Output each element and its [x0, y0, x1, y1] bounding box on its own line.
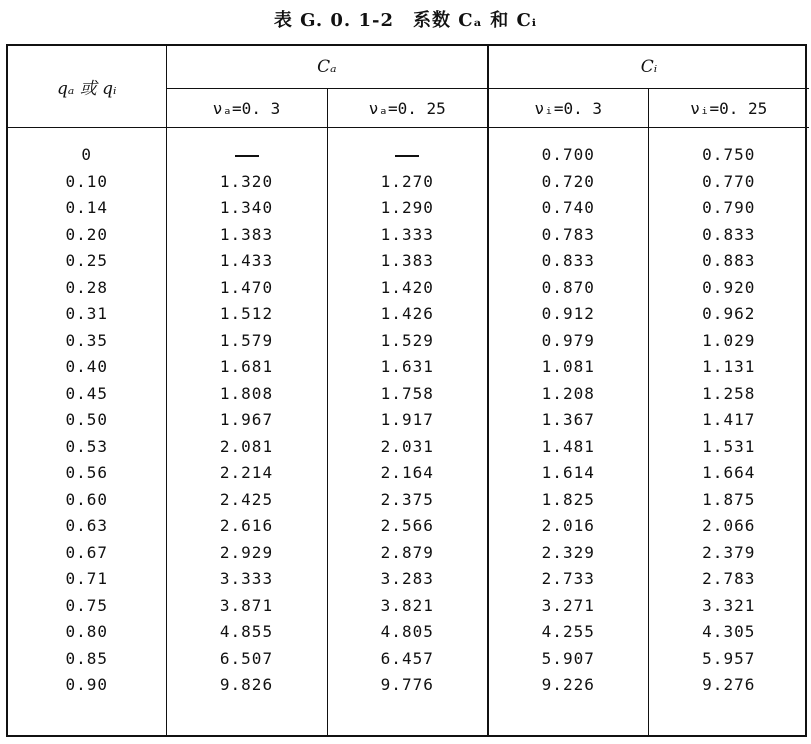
cell-ca-va-0-3: 3.871 — [166, 593, 327, 620]
cell-ca-va-0-25: 1.270 — [327, 169, 488, 196]
cell-ci-vi-0-25: 2.783 — [648, 566, 809, 593]
cell-ci-vi-0-25: 0.750 — [648, 142, 809, 169]
param-header-va-0-3: νₐ=0. 3 — [166, 89, 327, 128]
cell-ci-vi-0-25: 5.957 — [648, 646, 809, 673]
cell-ca-va-0-3: 2.425 — [166, 487, 327, 514]
cell-ci-vi-0-3: 1.081 — [488, 354, 648, 381]
cell-ci-vi-0-25: 1.029 — [648, 328, 809, 355]
cell-ci-vi-0-3: 1.614 — [488, 460, 648, 487]
cell-ci-vi-0-25: 0.833 — [648, 222, 809, 249]
cell-ca-va-0-3: 2.616 — [166, 513, 327, 540]
cell-q-value: 0.75 — [65, 595, 109, 615]
group-header-ci: Cᵢ — [488, 46, 809, 89]
cell-ci-vi-0-3: 2.733 — [488, 566, 648, 593]
cell-ca-va-0-3: 4.855 — [166, 619, 327, 646]
cell-ca-va-0-25: 1.917 — [327, 407, 488, 434]
cell-ci-vi-0-3: 0.979 — [488, 328, 648, 355]
cell-ca-va-0-25 — [327, 142, 488, 169]
cell-ci-vi-0-3: 2.329 — [488, 540, 648, 567]
cell-ci-vi-0-25: 0.790 — [648, 195, 809, 222]
param-header-vi-0-25: νᵢ=0. 25 — [648, 89, 809, 128]
cell-ca-va-0-25: 1.290 — [327, 195, 488, 222]
cell-ca-va-0-25: 1.333 — [327, 222, 488, 249]
cell-q-value: 0.25 — [65, 251, 109, 270]
table-row — [8, 142, 809, 169]
table-row — [8, 593, 809, 620]
table-title: 表 G. 0. 1-2 系数 Cₐ 和 Cᵢ — [273, 10, 538, 31]
cell-ci-vi-0-25: 0.962 — [648, 301, 809, 328]
table-row — [8, 566, 809, 593]
cell-q-value: 0.35 — [65, 330, 109, 350]
cell-ci-vi-0-3: 0.720 — [488, 169, 648, 196]
table-row — [8, 328, 809, 355]
cell-ci-vi-0-25: 1.531 — [648, 434, 809, 461]
cell-q-value: 0.85 — [65, 648, 109, 668]
cell-ca-va-0-3: 1.433 — [166, 248, 327, 275]
header-row-groups — [8, 46, 809, 89]
cell-ca-va-0-25: 1.758 — [327, 381, 488, 408]
cell-ci-vi-0-25: 1.664 — [648, 460, 809, 487]
cell-ca-va-0-3: 1.512 — [166, 301, 327, 328]
cell-q-value: 0.63 — [65, 516, 109, 535]
cell-ci-vi-0-3: 2.016 — [488, 513, 648, 540]
cell-ca-va-0-25: 2.375 — [327, 487, 488, 514]
table-row — [8, 434, 809, 461]
cell-ca-va-0-25: 2.566 — [327, 513, 488, 540]
table-row — [8, 248, 809, 275]
cell-ci-vi-0-3: 9.226 — [488, 672, 648, 699]
cell-q-value: 0.60 — [65, 489, 109, 509]
cell-ca-va-0-25: 1.631 — [327, 354, 488, 381]
cell-ci-vi-0-25: 3.321 — [648, 593, 809, 620]
table-row — [8, 672, 809, 699]
cell-ca-va-0-3: 3.333 — [166, 566, 327, 593]
cell-ca-va-0-3: 1.340 — [166, 195, 327, 222]
cell-ca-va-0-25: 2.164 — [327, 460, 488, 487]
cell-ci-vi-0-3: 1.367 — [488, 407, 648, 434]
cell-ci-vi-0-25: 1.417 — [648, 407, 809, 434]
cell-ci-vi-0-25: 4.305 — [648, 619, 809, 646]
cell-ca-va-0-3: 1.808 — [166, 381, 327, 408]
param-header-va-0-25: νₐ=0. 25 — [327, 89, 488, 128]
table-row — [8, 460, 809, 487]
cell-ci-vi-0-25: 9.276 — [648, 672, 809, 699]
cell-ci-vi-0-25: 1.875 — [648, 487, 809, 514]
cell-q-value: 0.56 — [65, 463, 109, 482]
no-value-dash — [235, 155, 259, 157]
cell-ca-va-0-25: 1.420 — [327, 275, 488, 302]
cell-ca-va-0-3: 1.383 — [166, 222, 327, 249]
cell-ci-vi-0-3: 5.907 — [488, 646, 648, 673]
cell-ca-va-0-3 — [166, 142, 327, 169]
cell-ci-vi-0-25: 0.883 — [648, 248, 809, 275]
spacer-row — [8, 128, 809, 143]
cell-ca-va-0-25: 1.529 — [327, 328, 488, 355]
cell-q-value: 0.71 — [65, 569, 109, 588]
cell-q-value: 0.10 — [65, 171, 109, 191]
cell-ci-vi-0-3: 0.783 — [488, 222, 648, 249]
cell-ca-va-0-3: 1.320 — [166, 169, 327, 196]
cell-ca-va-0-25: 4.805 — [327, 619, 488, 646]
cell-ci-vi-0-25: 2.379 — [648, 540, 809, 567]
cell-ci-vi-0-3: 0.740 — [488, 195, 648, 222]
cell-ci-vi-0-3: 0.912 — [488, 301, 648, 328]
cell-ci-vi-0-3: 0.700 — [488, 142, 648, 169]
table-row — [8, 487, 809, 514]
cell-ca-va-0-25: 1.426 — [327, 301, 488, 328]
table-row — [8, 646, 809, 673]
table-row — [8, 407, 809, 434]
cell-ca-va-0-3: 1.579 — [166, 328, 327, 355]
cell-q-value: 0.28 — [65, 277, 109, 297]
group-header-ca: Cₐ — [166, 46, 488, 89]
table-body — [8, 128, 809, 736]
cell-ci-vi-0-25: 0.920 — [648, 275, 809, 302]
cell-ci-vi-0-25: 2.066 — [648, 513, 809, 540]
table-row — [8, 540, 809, 567]
cell-ca-va-0-25: 1.383 — [327, 248, 488, 275]
cell-q-value: 0.67 — [65, 542, 109, 562]
cell-q-value: 0.20 — [65, 224, 109, 244]
cell-q-value: 0.40 — [65, 357, 109, 376]
cell-ci-vi-0-3: 0.870 — [488, 275, 648, 302]
cell-ca-va-0-25: 6.457 — [327, 646, 488, 673]
cell-ca-va-0-3: 9.826 — [166, 672, 327, 699]
table-row — [8, 222, 809, 249]
cell-ci-vi-0-25: 1.131 — [648, 354, 809, 381]
cell-ci-vi-0-25: 0.770 — [648, 169, 809, 196]
cell-ca-va-0-3: 2.081 — [166, 434, 327, 461]
cell-q-value: 0.50 — [65, 410, 109, 429]
cell-ca-va-0-25: 2.879 — [327, 540, 488, 567]
cell-q-value: 0.53 — [65, 436, 109, 456]
table-row — [8, 354, 809, 381]
table-row — [8, 275, 809, 302]
cell-ci-vi-0-25: 1.258 — [648, 381, 809, 408]
cell-ci-vi-0-3: 4.255 — [488, 619, 648, 646]
cell-ca-va-0-25: 3.283 — [327, 566, 488, 593]
cell-ca-va-0-3: 2.214 — [166, 460, 327, 487]
cell-ca-va-0-25: 2.031 — [327, 434, 488, 461]
row-label-header: qₐ 或 qᵢ — [8, 46, 166, 128]
table-row — [8, 381, 809, 408]
coefficient-grid — [8, 46, 809, 735]
coefficient-table — [6, 44, 807, 737]
cell-ca-va-0-25: 3.821 — [327, 593, 488, 620]
cell-ci-vi-0-3: 1.825 — [488, 487, 648, 514]
cell-ca-va-0-3: 2.929 — [166, 540, 327, 567]
cell-q-value: 0 — [81, 145, 93, 164]
cell-ca-va-0-3: 6.507 — [166, 646, 327, 673]
cell-q-value: 0.14 — [65, 198, 109, 217]
cell-ca-va-0-3: 1.470 — [166, 275, 327, 302]
cell-q-value: 0.31 — [65, 304, 109, 323]
table-row — [8, 169, 809, 196]
cell-ci-vi-0-3: 1.208 — [488, 381, 648, 408]
cell-ca-va-0-3: 1.967 — [166, 407, 327, 434]
cell-ci-vi-0-3: 0.833 — [488, 248, 648, 275]
tail-row — [8, 699, 809, 736]
table-row — [8, 301, 809, 328]
table-row — [8, 619, 809, 646]
cell-q-value: 0.90 — [65, 675, 109, 694]
table-row — [8, 195, 809, 222]
cell-q-value: 0.80 — [65, 622, 109, 641]
cell-ca-va-0-25: 9.776 — [327, 672, 488, 699]
cell-ci-vi-0-3: 3.271 — [488, 593, 648, 620]
cell-q-value: 0.45 — [65, 383, 109, 403]
no-value-dash — [395, 155, 419, 157]
table-row — [8, 513, 809, 540]
param-header-vi-0-3: νᵢ=0. 3 — [488, 89, 648, 128]
cell-ca-va-0-3: 1.681 — [166, 354, 327, 381]
cell-ci-vi-0-3: 1.481 — [488, 434, 648, 461]
